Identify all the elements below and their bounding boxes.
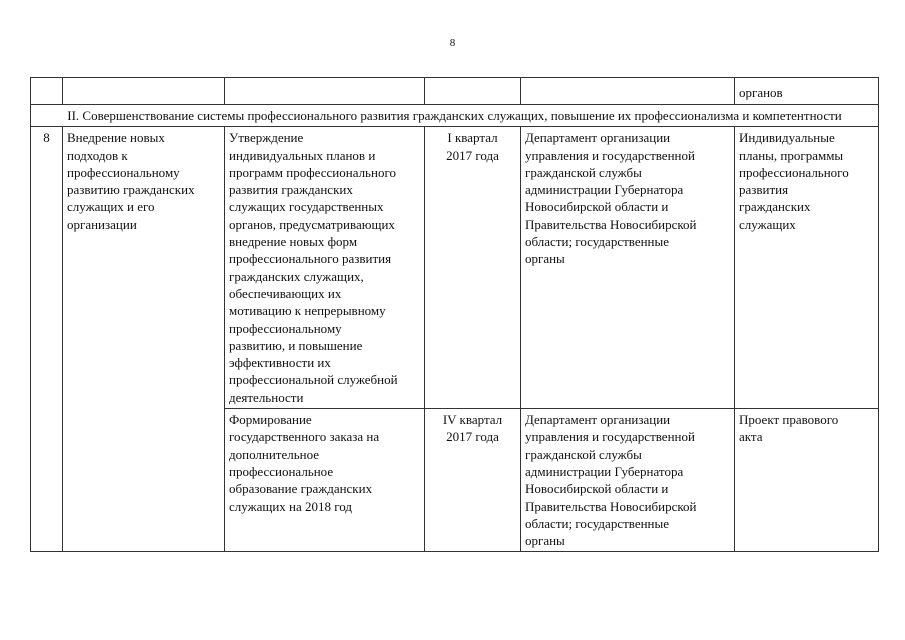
table-row-continuation [31,78,879,105]
section-title: II. Совершенствование системы профессионального развития гражданских служащих, повышение их профессионализма и компетентности [31,105,879,127]
section-header-row [31,105,879,127]
cell-direction [63,78,225,105]
plan-table [30,77,879,552]
cell-period: I квартал 2017 года [425,127,521,409]
cell-measure [225,78,425,105]
cell-result: Индивидуальные планы, программы профессионального развития гражданских служащих [735,127,879,409]
cell-responsible: Департамент организации управления и государственной гражданской службы администрации Губернатора Новосибирской области и Правительства Новосибирской области; государственные органы [521,127,735,409]
page-number: 8 [449,37,456,49]
cell-responsible: Департамент организации управления и государственной гражданской службы администрации Губернатора Новосибирской области и Правительства Новосибирской области; государственные органы [521,409,735,552]
cell-num: 8 [31,127,63,552]
cell-direction: Внедрение новых подходов к профессиональному развитию гражданских служащих и его организации [63,127,225,552]
cell-measure: Утверждение индивидуальных планов и программ профессионального развития гражданских служащих государственных органов, предусматривающих внедрение новых форм профессионального развития гражданских служащих, обеспечивающих их мотивацию к непрерывному профессиональному развитию, и повышение эффективности их профессиональной служебной деятельности [225,127,425,409]
cell-period: IV квартал 2017 года [425,409,521,552]
cell-period [425,78,521,105]
cell-result-text: органов [739,85,783,100]
cell-responsible [521,78,735,105]
cell-result: Проект правового акта [735,409,879,552]
table-row [31,127,879,409]
cell-result [735,78,879,105]
cell-num [31,78,63,105]
cell-measure: Формирование государственного заказа на дополнительное профессиональное образование гражданских служащих на 2018 год [225,409,425,552]
